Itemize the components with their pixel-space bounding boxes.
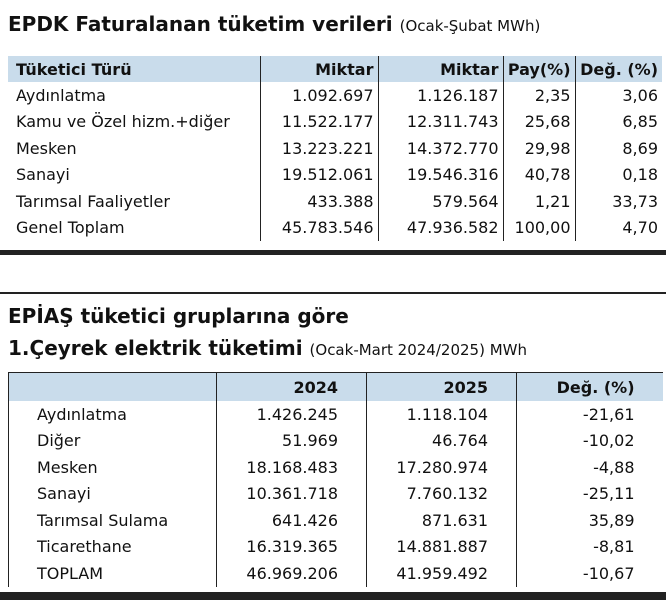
table-cell: 100,00 [503,215,575,242]
section-top-rule [0,292,666,294]
epias-table [8,372,663,587]
epdk-header-cell: Miktar [260,56,378,82]
table-row [9,534,663,561]
table-cell: 579.564 [378,188,503,215]
epias-title-line2-text: 1.Çeyrek elektrik tüketimi [8,336,303,360]
row-label: Tarımsal Sulama [9,507,217,534]
table-cell: 33,73 [575,188,662,215]
table-cell: 29,98 [503,135,575,162]
table-cell: -10,67 [517,560,663,587]
row-label: Tarımsal Faaliyetler [16,191,170,211]
row-label: Diğer [9,428,217,455]
bottom-rule [0,592,666,600]
table-cell: 871.631 [367,507,517,534]
table-cell: 12.311.743 [378,109,503,136]
epias-header-cell: 2024 [217,373,367,402]
row-label: Mesken [16,138,77,158]
table-cell: -8,81 [517,534,663,561]
epdk-header-cell: Pay(%) [503,56,575,82]
table-cell: 7.760.132 [367,481,517,508]
table-cell: 1,21 [503,188,575,215]
table-cell: 40,78 [503,162,575,189]
table-row [9,454,663,481]
epdk-header-cell: Değ. (%) [575,56,662,82]
table-row [8,109,662,136]
table-cell: 2,35 [503,82,575,109]
table-cell: 17.280.974 [367,454,517,481]
epias-header-cell [9,373,217,402]
table-row [8,162,662,189]
table-cell: 46.969.206 [217,560,367,587]
table-cell: 4,70 [575,215,662,242]
table-row [8,82,662,109]
table-cell: 35,89 [517,507,663,534]
epias-title-line1: EPİAŞ tüketici gruplarına göre [8,304,349,328]
table-cell: 1.118.104 [367,401,517,428]
table-row [9,481,663,508]
table-row [9,401,663,428]
row-label: Aydınlatma [9,401,217,428]
table-cell: 41.959.492 [367,560,517,587]
table-row [9,428,663,455]
table-row [8,135,662,162]
epias-header-cell: Değ. (%) [517,373,663,402]
table-cell: 1.092.697 [260,82,378,109]
table-cell: 46.764 [367,428,517,455]
epdk-title [8,12,540,36]
epdk-header-cell: Miktar [378,56,503,82]
table-cell: 14.881.887 [367,534,517,561]
table-cell: 51.969 [217,428,367,455]
epias-title-line2 [8,336,527,360]
row-label: Sanayi [9,481,217,508]
table-row [8,188,662,215]
row-label: Ticarethane [9,534,217,561]
row-label: Sanayi [16,165,70,185]
table-cell: 13.223.221 [260,135,378,162]
epias-header-cell: 2025 [367,373,517,402]
section-divider [0,250,666,255]
table-cell: 18.168.483 [217,454,367,481]
table-cell: -10,02 [517,428,663,455]
table-cell: 19.512.061 [260,162,378,189]
table-row-total [8,215,662,242]
table-cell: 14.372.770 [378,135,503,162]
table-cell: 1.126.187 [378,82,503,109]
table-cell: 641.426 [217,507,367,534]
row-label: Kamu ve Özel hizm.+diğer [16,112,230,132]
table-cell: 8,69 [575,135,662,162]
row-label: Mesken [9,454,217,481]
table-cell: -4,88 [517,454,663,481]
epdk-header-cell: Tüketici Türü [8,56,260,82]
epias-header-row [9,373,663,402]
table-cell: 1.426.245 [217,401,367,428]
table-row [9,507,663,534]
row-label: Genel Toplam [16,218,125,238]
table-cell: 433.388 [260,188,378,215]
row-label: TOPLAM [9,560,217,587]
table-cell: 25,68 [503,109,575,136]
table-cell: 6,85 [575,109,662,136]
table-cell: 3,06 [575,82,662,109]
epias-subtitle: (Ocak-Mart 2024/2025) MWh [309,341,527,359]
epdk-subtitle: (Ocak-Şubat MWh) [399,17,541,35]
table-cell: 10.361.718 [217,481,367,508]
table-cell: -25,11 [517,481,663,508]
table-cell: 45.783.546 [260,215,378,242]
epdk-title-text: EPDK Faturalanan tüketim verileri [8,12,393,36]
table-cell: -21,61 [517,401,663,428]
table-row-total [9,560,663,587]
table-cell: 11.522.177 [260,109,378,136]
table-cell: 19.546.316 [378,162,503,189]
table-cell: 0,18 [575,162,662,189]
row-label: Aydınlatma [16,85,106,105]
table-cell: 47.936.582 [378,215,503,242]
table-cell: 16.319.365 [217,534,367,561]
epdk-header-row [8,56,662,82]
epdk-table [8,56,662,241]
